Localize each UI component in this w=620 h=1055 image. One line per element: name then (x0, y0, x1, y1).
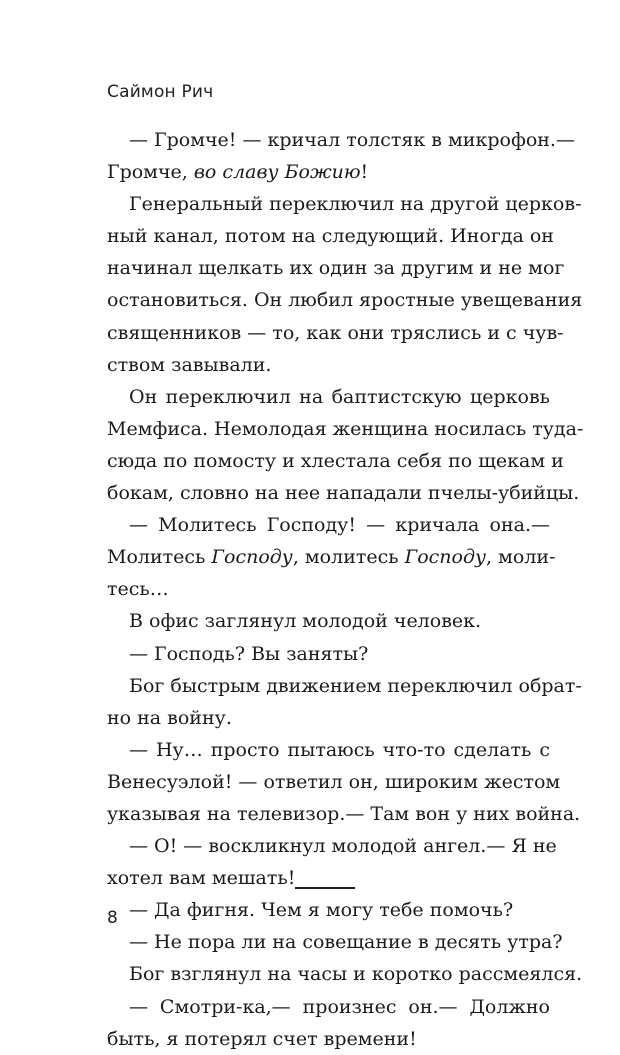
text-run: , моли- (486, 546, 556, 569)
text-line: сюда по помосту и хлестала себя по щекам и (107, 449, 564, 472)
italic-phrase: Господу (211, 546, 293, 569)
text-line: — О! — воскликнул молодой ангел.— Я не (129, 835, 557, 858)
text-line: — Громче! — кричал толстяк в микрофон.— (129, 129, 575, 151)
text-line: Генеральный переключил на другой церков- (129, 193, 582, 216)
text-line: бокам, словно на нее нападали пчелы-убийцы. (107, 482, 580, 505)
text-line: Бог быстрым движением переключил обрат- (129, 674, 582, 697)
text-run: Громче, (107, 161, 194, 184)
text-line: — Смотри-ка,— произнес он.— Должно (129, 995, 550, 1018)
page-number: 8 (107, 908, 118, 928)
text-line: Он переключил на баптистскую церковь (129, 385, 550, 408)
text-line: Венесуэлой! — ответил он, широким жестом (107, 770, 561, 793)
text-line: хотел вам мешать! (107, 867, 296, 890)
text-line: указывая на телевизор.— Там вон у них война. (107, 802, 581, 825)
text-line: но на войну. (107, 706, 232, 729)
text-line: Мемфиса. Немолодая женщина носилась туда- (107, 417, 584, 440)
body-text (107, 124, 584, 1055)
text-line: — Не пора ли на совещание в десять утра? (129, 931, 563, 954)
text-line: начинал щелкать их один за другим и не мог (107, 257, 565, 280)
text-line: ный канал, потом на следующий. Иногда он (107, 225, 554, 248)
italic-phrase: во славу Божию (193, 161, 361, 184)
text-line: — Молитесь Господу! — кричала она.— (129, 514, 550, 537)
text-line: — Господь? Вы заняты? (129, 642, 369, 665)
text-line: — Да фигня. Чем я могу тебе помочь? (129, 899, 514, 922)
text-run: , молитесь (292, 546, 405, 569)
text-line: священников — то, как они тряслись и с чув- (107, 321, 564, 344)
text-line: быть, я потерял счет времени! (107, 1027, 417, 1050)
text-line: ством завывали. (107, 353, 272, 376)
section-divider (295, 887, 355, 889)
text-line (107, 541, 556, 573)
text-line: тесь… (107, 578, 169, 601)
text-line: В офис заглянул молодой человек. (129, 610, 482, 633)
text-run: Молитесь (107, 546, 212, 569)
text-line (107, 156, 550, 188)
text-run: ! (360, 161, 369, 184)
text-line: остановиться. Он любил яростные увещевания (107, 289, 583, 312)
running-head-author: Саймон Рич (107, 82, 214, 102)
text-line: Бог взглянул на часы и коротко рассмеялся. (129, 963, 583, 986)
text-line: — Ну… просто пытаюсь что-то сделать с (129, 738, 550, 761)
italic-phrase: Господу (404, 546, 487, 569)
